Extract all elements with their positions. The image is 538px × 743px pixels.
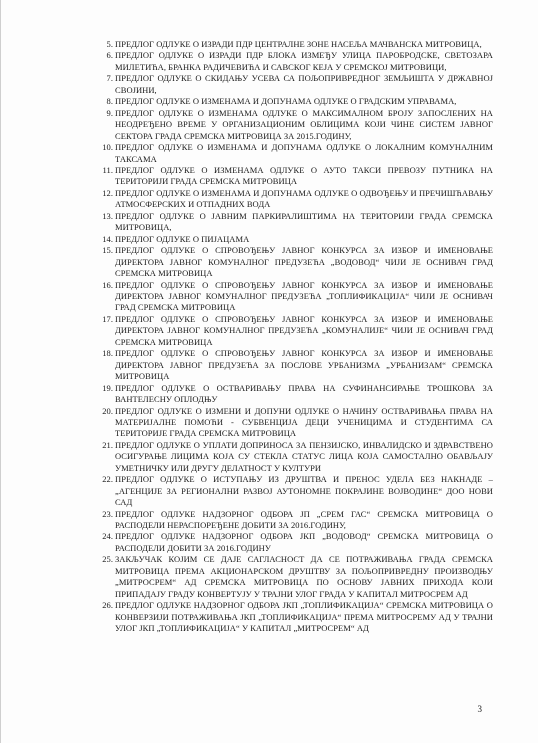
agenda-item: [97, 108, 493, 142]
agenda-item-number: 14.: [102, 233, 113, 244]
agenda-item-number: 21.: [102, 439, 113, 450]
agenda-item-text: ПРЕДЛОГ ОДЛУКЕ О СПРОВОЂЕЊУ ЈАВНОГ КОНКУРСА ЗА ИЗБОР И ИМЕНОВАЊЕ ДИРЕКТОРА ЈАВНОГ КОМУНАЛНОГ ПРЕДУЗЕЋА „КОМУНАЛИЈЕ“ ЧИЈИ ЈЕ ОСНИВАЧ ГРАД СРЕМСКА МИТРОВИЦА: [115, 313, 493, 347]
agenda-item-number: 18.: [102, 348, 113, 359]
agenda-item-text: ПРЕДЛОГ ОДЛУКЕ О ИЗРАДИ ПДР БЛОКА ИЗМЕЂУ УЛИЦА ПАРОБРОДСКЕ, СВЕТОЗАРА МИЛЕТИЋА, БРАНКА РАДИЧЕВИЋА И САВСКОГ КЕЈА У СРЕМСКОЈ МИТРОВИЦИ,: [115, 50, 493, 72]
agenda-item-text: ПРЕДЛОГ ОДЛУКЕ О ИЗМЕНАМА И ДОПУНАМА ОДЛУКЕ О ГРАДСКИМ УПРАВАМА,: [115, 96, 457, 107]
agenda-item: [97, 348, 493, 382]
agenda-item-text: ПРЕДЛОГ ОДЛУКЕ О ПИЈАЦАМА: [115, 233, 250, 244]
agenda-item-text: ПРЕДЛОГ ОДЛУКЕ О ИЗМЕНАМА И ДОПУНАМА ОДЛУКЕ О ЛОКАЛНИМ КОМУНАЛНИМ ТАКСАМА: [115, 142, 493, 164]
agenda-item-number: 8.: [106, 96, 113, 107]
agenda-item: [97, 509, 493, 532]
agenda-item: [97, 96, 493, 107]
agenda-item-number: 17.: [102, 313, 113, 324]
agenda-item-text: ПРЕДЛОГ ОДЛУКЕ О СПРОВОЂЕЊУ ЈАВНОГ КОНКУРСА ЗА ИЗБОР И ИМЕНОВАЊЕ ДИРЕКТОРА ЈАВНОГ КОМУНАЛНОГ ПРЕДУЗЕЋА „ТОПЛИФИКАЦИЈА“ ЧИЈИ ЈЕ ОСНИВАЧ ГРАД СРЕМСКА МИТРОВИЦА: [115, 279, 493, 313]
agenda-item: [97, 50, 493, 73]
agenda-item-number: 6.: [106, 50, 113, 61]
agenda-item-number: 9.: [106, 107, 113, 118]
agenda-item-text: ПРЕДЛОГ ОДЛУКЕ О ЈАВНИМ ПАРКИРАЛИШТИМА НА ТЕРИТОРИЈИ ГРАДА СРЕМСКА МИТРОВИЦА,: [115, 210, 493, 233]
agenda-item: [97, 600, 493, 634]
agenda-item-number: 11.: [102, 164, 113, 175]
page-number: 3: [477, 704, 482, 714]
agenda-item-text: ПРЕДЛОГ ОДЛУКЕ НАДЗОРНОГ ОДБОРА ЈП „СРЕМ ГАС“ СРЕМСКА МИТРОВИЦА О РАСПОДЕЛИ НЕРАСПОРЕЂЕНЕ ДОБИТИ ЗА 2016.ГОДИНУ,: [115, 508, 493, 531]
agenda-item-text: ПРЕДЛОГ ОДЛУКЕ О СПРОВОЂЕЊУ ЈАВНОГ КОНКУРСА ЗА ИЗБОР И ИМЕНОВАЊЕ ДИРЕКТОРА ЈАВНОГ ПРЕДУЗЕЋА ЗА ПОСЛОВЕ УРБАНИЗМА „УРБАНИЗАМ“ СРЕМСКА МИТРОВИЦА: [115, 348, 493, 382]
agenda-item: [97, 531, 493, 554]
agenda-item-text: ПРЕДЛОГ ОДЛУКЕ НАДЗОРНОГ ОДБОРА ЈКП „ТОПЛИФИКАЦИЈА“ СРЕМСКА МИТРОВИЦА О КОНВЕРЗИЈИ ПОТРАЖИВАЊА ЈКП „ТОПЛИФИКАЦИЈА“ ПРЕМА МИТРОСРЕМУ АД У ТРАЈНИ УЛОГ ЈКП „ТОПЛИФИКАЦИЈА“ У КАПИТАЛ „МИТРОСРЕМ“ АД: [115, 600, 493, 634]
agenda-item-text: ПРЕДЛОГ ОДЛУКЕ О СКИДАЊУ УСЕВА СА ПОЉОПРИВРЕДНОГ ЗЕМЉИШТА У ДРЖАВНОЈ СВОЈИНИ,: [115, 73, 493, 95]
agenda-item: [97, 554, 493, 600]
agenda-list: [97, 39, 493, 635]
agenda-item-text: ПРЕДЛОГ ОДЛУКЕ О ИЗРАДИ ПДР ЦЕНТРАЛНЕ ЗОНЕ НАСЕЉА МАЧВАНСКА МИТРОВИЦА,: [115, 39, 482, 49]
agenda-item: [97, 245, 493, 279]
agenda-item-number: 15.: [102, 245, 113, 256]
agenda-item-number: 10.: [102, 142, 113, 153]
agenda-item: [97, 165, 493, 188]
agenda-item: [97, 188, 493, 211]
agenda-item-number: 24.: [102, 531, 113, 542]
agenda-item: [97, 234, 493, 245]
agenda-item: [97, 314, 493, 348]
agenda-item-number: 22.: [102, 474, 113, 485]
agenda-item: [97, 383, 493, 406]
agenda-item-number: 20.: [102, 405, 113, 416]
agenda-item-number: 19.: [102, 382, 113, 393]
agenda-item-number: 23.: [102, 508, 113, 519]
agenda-item-number: 13.: [102, 210, 113, 221]
agenda-item-number: 26.: [102, 600, 113, 611]
agenda-item: [97, 406, 493, 440]
agenda-item: [97, 440, 493, 474]
agenda-item-text: ПРЕДЛОГ ОДЛУКЕ О ИЗМЕНИ И ДОПУНИ ОДЛУКЕ О НАЧИНУ ОСТВАРИВАЊА ПРАВА НА МАТЕРИЈАЛНЕ ПОМОЋИ - СУБВЕНЦИЈА ДЕЦИ УЧЕНИЦИМА И СТУДЕНТИМА СА ТЕРИТОРИЈЕ ГРАДА СРЕМСКА МИТРОВИЦА: [115, 405, 493, 439]
agenda-item-number: 25.: [102, 554, 113, 565]
agenda-item-number: 12.: [102, 187, 113, 198]
agenda-item-text: ПРЕДЛОГ ОДЛУКЕ О ИЗМЕНАМА ОДЛУКЕ О АУТО ТАКСИ ПРЕВОЗУ ПУТНИКА НА ТЕРИТОРИЈИ ГРАДА СРЕМСКА МИТРОВИЦА: [115, 164, 493, 187]
agenda-item-number: 5.: [106, 39, 113, 49]
agenda-item-text: ПРЕДЛОГ ОДЛУКЕ О ИСТУПАЊУ ИЗ ДРУШТВА И ПРЕНОС УДЕЛА БЕЗ НАКНАДЕ – „АГЕНЦИЈЕ ЗА РЕГИОНАЛНИ РАЗВОЈ АУТОНОМНЕ ПОКРАЈИНЕ ВОЈВОДИНЕ“ ДОО НОВИ САД: [115, 474, 493, 508]
agenda-item-text: ПРЕДЛОГ ОДЛУКЕ О ОСТВАРИВАЊУ ПРАВА НА СУФИНАНСИРАЊЕ ТРОШКОВА ЗА ВАНТЕЛЕСНУ ОПЛОДЊУ: [115, 382, 493, 405]
agenda-item: [97, 474, 493, 508]
agenda-item: [97, 211, 493, 234]
agenda-item-number: 7.: [106, 73, 113, 84]
agenda-item-text: ЗАКЉУЧАК КОЈИМ СЕ ДАЈЕ САГЛАСНОСТ ДА СЕ ПОТРАЖИВАЊА ГРАДА СРЕМСКА МИТРОВИЦА ПРЕМА АКЦИОНАРСКОМ ДРУШТВУ ЗА ПОЉОПРИВРЕДНУ ПРОИЗВОДЊУ „МИТРОСРЕМ“ АД СРЕМСКА МИТРОВИЦА ПО ОСНОВУ ЈАВНИХ ПРИХОДА КОЈИ ПРИПАДАЈУ ГРАДУ КОНВЕРТУЈУ У ТРАЈНИ УЛОГ ГРАДА У КАПИТАЛ МИТРОСРЕМ АД: [115, 554, 493, 599]
agenda-item-text: ПРЕДЛОГ ОДЛУКЕ О ИЗМЕНАМА ОДЛУКЕ О МАКСИМАЛНОМ БРОЈУ ЗАПОСЛЕНИХ НА НЕОДРЕЂЕНО ВРЕМЕ У ОРГАНИЗАЦИОНИМ ОБЛИЦИМА КОЈИ ЧИНЕ СИСТЕМ ЈАВНОГ СЕКТОРА ГРАДА СРЕМСКА МИТРОВИЦА ЗА 2015.ГОДИНУ,: [115, 107, 493, 141]
agenda-item-number: 16.: [102, 279, 113, 290]
agenda-item-text: ПРЕДЛОГ ОДЛУКЕ О ИЗМЕНАМА И ДОПУНАМА ОДЛУКЕ О ОДВОЂЕЊУ И ПРЕЧИШЋАВАЊУ АТМОСФЕРСКИХ И ОТПАДНИХ ВОДА: [115, 187, 493, 210]
agenda-item: [97, 73, 493, 96]
agenda-item-text: ПРЕДЛОГ ОДЛУКЕ НАДЗОРНОГ ОДБОРА ЈКП „ВОДОВОД“ СРЕМСКА МИТРОВИЦА О РАСПОДЕЛИ ДОБИТИ ЗА 2016.ГОДИНУ: [115, 531, 493, 553]
agenda-item: [97, 280, 493, 314]
agenda-item: [97, 142, 493, 165]
agenda-item-text: ПРЕДЛОГ ОДЛУКЕ О УПЛАТИ ДОПРИНОСА ЗА ПЕНЗИЈСКО, ИНВАЛИДСКО И ЗДРАВСТВЕНО ОСИГУРАЊЕ ЛИЦИМА КОЈА СУ СТЕКЛА СТАТУС ЛИЦА КОЈА САМОСТАЛНО ОБАВЉАЈУ УМЕТНИЧКУ ИЛИ ДРУГУ ДЕЛАТНОСТ У КУЛТУРИ: [115, 439, 493, 473]
agenda-item: [97, 39, 493, 50]
agenda-item-text: ПРЕДЛОГ ОДЛУКЕ О СПРОВОЂЕЊУ ЈАВНОГ КОНКУРСА ЗА ИЗБОР И ИМЕНОВАЊЕ ДИРЕКТОРА ЈАВНОГ КОМУНАЛНОГ ПРЕДУЗЕЋА „ВОДОВОД“ ЧИЈИ ЈЕ ОСНИВАЧ ГРАД СРЕМСКА МИТРОВИЦА: [115, 245, 493, 279]
